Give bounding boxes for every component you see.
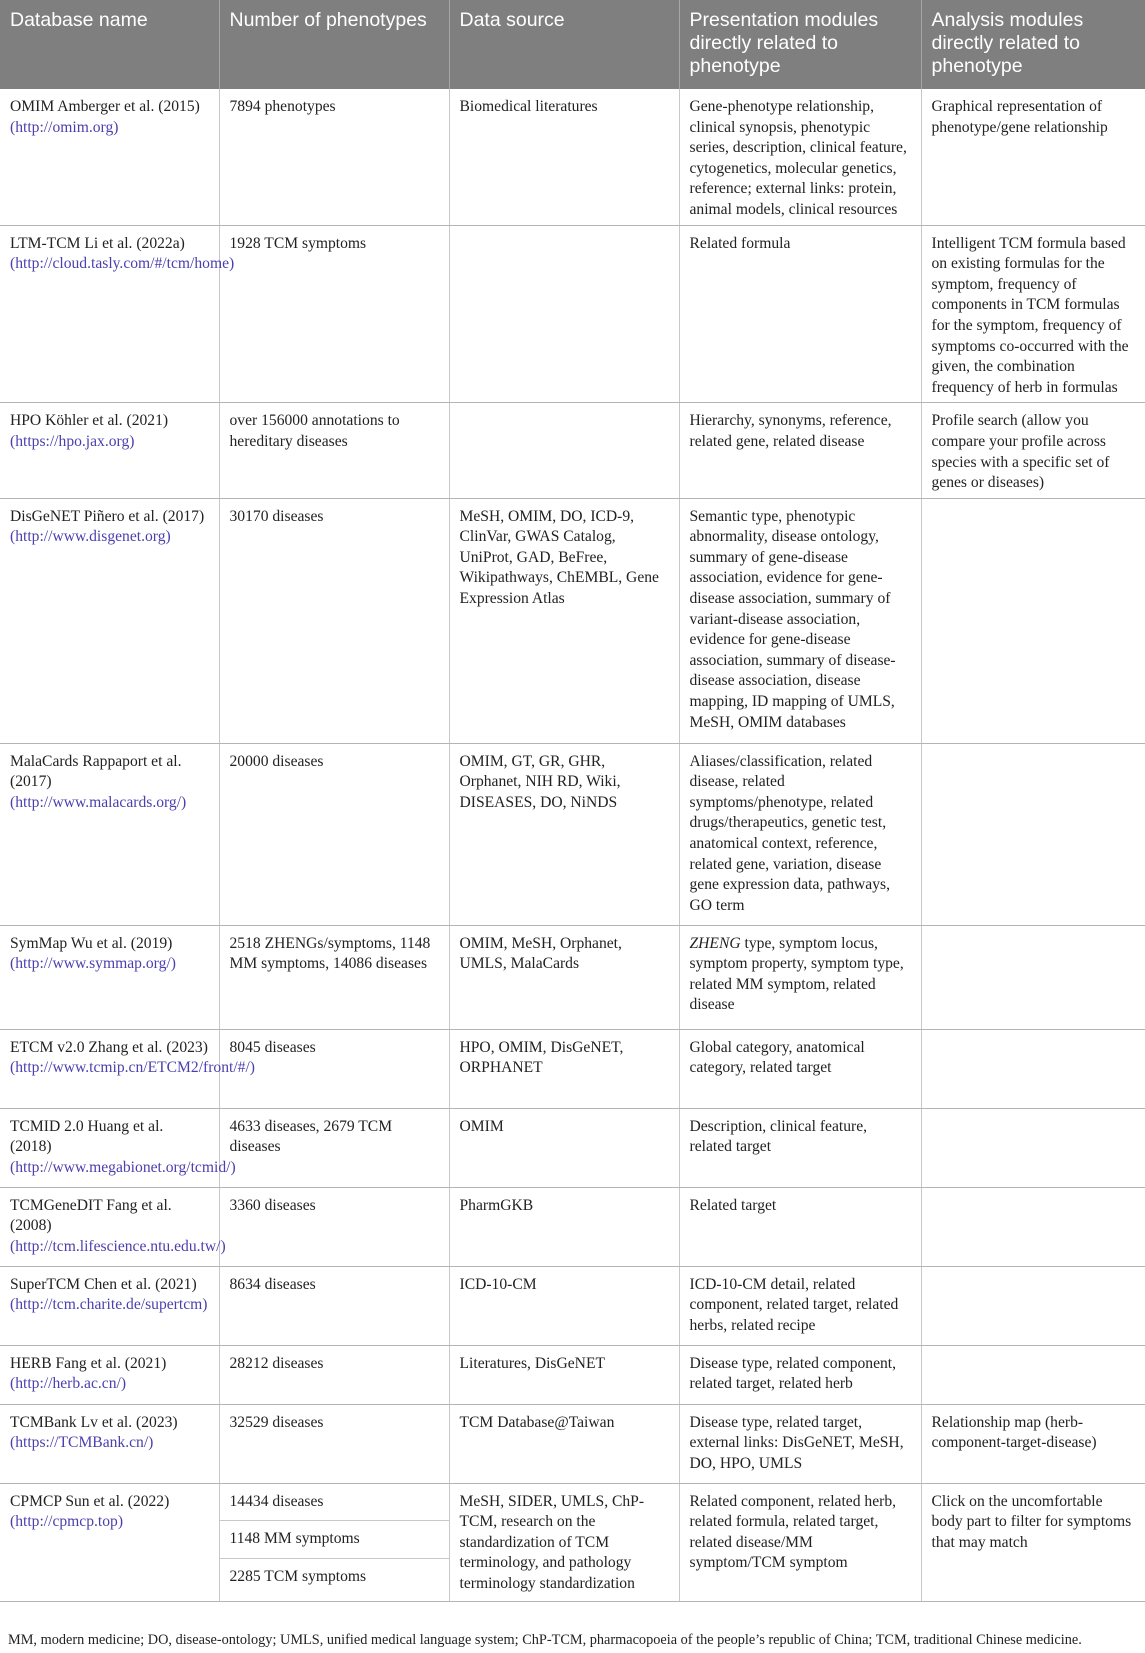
cell-phenotypes: 4633 diseases, 2679 TCM diseases bbox=[219, 1108, 449, 1187]
database-name: OMIM Amberger et al. (2015) bbox=[10, 98, 200, 115]
cell-analysis: Click on the uncomfortable body part to filter for symptoms that may match bbox=[921, 1483, 1145, 1601]
cell-analysis: Relationship map (herb-component-target-disease) bbox=[921, 1404, 1145, 1483]
cell-phenotypes: 3360 diseases bbox=[219, 1187, 449, 1266]
database-name: DisGeNET Piñero et al. (2017) bbox=[10, 507, 205, 525]
cell-database-name bbox=[0, 403, 219, 498]
table-row bbox=[0, 1187, 1145, 1266]
database-url-link[interactable]: (http://cpmcp.top) bbox=[10, 1513, 124, 1531]
database-name: LTM-TCM Li et al. (2022a) bbox=[10, 234, 185, 252]
cell-phenotypes: 2518 ZHENGs/symptoms, 1148 MM symptoms, 14086 diseases bbox=[219, 925, 449, 1029]
database-url-link[interactable]: (http://www.disgenet.org) bbox=[10, 528, 171, 546]
cell-database-name bbox=[0, 743, 219, 925]
database-url-link[interactable]: (http://www.megabionet.org/tcmid/) bbox=[10, 1158, 236, 1176]
cell-presentation: Hierarchy, synonyms, reference, related gene, related disease bbox=[679, 403, 921, 498]
cell-presentation: Global category, anatomical category, related target bbox=[679, 1029, 921, 1108]
cell-analysis bbox=[921, 743, 1145, 925]
table-row bbox=[0, 225, 1145, 403]
table-row bbox=[0, 89, 1145, 225]
phenotype-subcell: 14434 diseases bbox=[220, 1484, 449, 1522]
cell-data-source: OMIM, MeSH, Orphanet, UMLS, MalaCards bbox=[449, 925, 679, 1029]
cell-presentation: Related component, related herb, related formula, related target, related disease/MM symptom/TCM symptom bbox=[679, 1483, 921, 1601]
cell-data-source: TCM Database@Taiwan bbox=[449, 1404, 679, 1483]
database-name: ETCM v2.0 Zhang et al. (2023) bbox=[10, 1038, 208, 1056]
cell-analysis: Graphical representation of phenotype/gene relationship bbox=[921, 89, 1145, 225]
presentation-text: type, symptom locus, symptom property, symptom type, related MM symptom, related disease bbox=[689, 934, 904, 1014]
zheng-term: ZHENG bbox=[689, 934, 741, 952]
database-url-link[interactable]: (http://www.symmap.org/) bbox=[10, 955, 176, 973]
table-row bbox=[0, 1483, 1145, 1601]
phenotype-subcell: 1148 MM symptoms bbox=[220, 1521, 449, 1559]
cell-presentation bbox=[679, 925, 921, 1029]
header-presentation-modules: Presentation modules directly related to phenotype bbox=[679, 0, 921, 89]
table-row bbox=[0, 498, 1145, 743]
database-url-link[interactable]: (https://TCMBank.cn/) bbox=[10, 1434, 154, 1452]
cell-phenotypes: 7894 phenotypes bbox=[219, 89, 449, 225]
header-database-name: Database name bbox=[0, 0, 219, 89]
cell-database-name bbox=[0, 498, 219, 743]
table-row bbox=[0, 1266, 1145, 1345]
cell-analysis bbox=[921, 498, 1145, 743]
cell-presentation: Related formula bbox=[679, 225, 921, 403]
cell-presentation: Disease type, related component, related target, related herb bbox=[679, 1345, 921, 1404]
table-header-row bbox=[0, 0, 1145, 89]
cell-phenotypes: 8634 diseases bbox=[219, 1266, 449, 1345]
cell-data-source: MeSH, OMIM, DO, ICD-9, ClinVar, GWAS Catalog, UniProt, GAD, BeFree, Wikipathways, ChEMBL, Gene Expression Atlas bbox=[449, 498, 679, 743]
table-row bbox=[0, 1029, 1145, 1108]
database-name: TCMID 2.0 Huang et al. (2018) bbox=[10, 1117, 164, 1156]
cell-phenotypes: 32529 diseases bbox=[219, 1404, 449, 1483]
table-row bbox=[0, 1345, 1145, 1404]
cell-database-name bbox=[0, 1187, 226, 1266]
cell-data-source: Literatures, DisGeNET bbox=[449, 1345, 679, 1404]
cell-analysis bbox=[921, 1266, 1145, 1345]
header-data-source: Data source bbox=[449, 0, 679, 89]
cell-data-source: MeSH, SIDER, UMLS, ChP-TCM, research on the standardization of TCM terminology, and pathology terminology standardization bbox=[449, 1483, 679, 1601]
cell-presentation: Semantic type, phenotypic abnormality, disease ontology, summary of gene-disease association, evidence for gene-disease association, summary of variant-disease association, evidence for gene-disease association, summary of disease-disease association, disease mapping, ID mapping of UMLS, MeSH, OMIM databases bbox=[679, 498, 921, 743]
cell-data-source: PharmGKB bbox=[449, 1187, 679, 1266]
database-url-link[interactable]: (http://www.malacards.org/) bbox=[10, 793, 187, 811]
database-url-link[interactable]: (https://hpo.jax.org) bbox=[10, 432, 135, 450]
database-url-link[interactable]: (http://herb.ac.cn/) bbox=[10, 1375, 127, 1393]
cell-presentation: Related target bbox=[679, 1187, 921, 1266]
database-url-link[interactable]: (http://tcm.lifescience.ntu.edu.tw/) bbox=[10, 1237, 226, 1255]
database-name: HPO Köhler et al. (2021) bbox=[10, 412, 169, 430]
database-url-link[interactable]: (http://omim.org) bbox=[10, 118, 119, 136]
cell-database-name bbox=[0, 225, 235, 403]
database-name: TCMBank Lv et al. (2023) bbox=[10, 1413, 178, 1431]
cell-database-name bbox=[0, 1266, 219, 1345]
cell-data-source bbox=[449, 403, 679, 498]
cell-analysis bbox=[921, 1108, 1145, 1187]
cell-database-name bbox=[0, 1029, 255, 1108]
cell-data-source: OMIM, GT, GR, GHR, Orphanet, NIH RD, Wiki, DISEASES, DO, NiNDS bbox=[449, 743, 679, 925]
table-row bbox=[0, 925, 1145, 1029]
cell-database-name bbox=[0, 1108, 236, 1187]
table-row bbox=[0, 1108, 1145, 1187]
cell-database-name bbox=[0, 89, 219, 225]
database-name: MalaCards Rappaport et al. (2017) bbox=[10, 752, 182, 791]
database-url-link[interactable]: (http://www.tcmip.cn/ETCM2/front/#/) bbox=[10, 1059, 255, 1077]
cell-presentation: Disease type, related target, external links: DisGeNET, MeSH, DO, HPO, UMLS bbox=[679, 1404, 921, 1483]
phenotype-subcell: 2285 TCM symptoms bbox=[229, 1567, 367, 1585]
cell-analysis bbox=[921, 1029, 1145, 1108]
database-name: CPMCP Sun et al. (2022) bbox=[10, 1492, 170, 1510]
cell-presentation: ICD-10-CM detail, related component, related target, related herbs, related recipe bbox=[679, 1266, 921, 1345]
cell-analysis bbox=[921, 925, 1145, 1029]
cell-database-name bbox=[0, 1345, 219, 1404]
database-name: HERB Fang et al. (2021) bbox=[10, 1354, 167, 1372]
table-row bbox=[0, 403, 1145, 498]
table-footnote: MM, modern medicine; DO, disease-ontology; UMLS, unified medical language system; ChP-TCM, pharmacopoeia of the people’s republic of China; TCM, traditional Chinese medicine. bbox=[8, 1632, 1082, 1648]
cell-data-source: HPO, OMIM, DisGeNET, ORPHANET bbox=[449, 1029, 679, 1108]
database-name: SuperTCM Chen et al. (2021) bbox=[10, 1275, 197, 1293]
cell-analysis bbox=[921, 1345, 1145, 1404]
cell-phenotypes: 20000 diseases bbox=[219, 743, 449, 925]
cell-database-name bbox=[0, 1483, 219, 1601]
table-row bbox=[0, 743, 1145, 925]
cell-presentation: Aliases/classification, related disease, related symptoms/phenotype, related drugs/therapeutics, genetic test, anatomical context, reference, related gene, variation, disease gene expression data, pathways, GO term bbox=[679, 743, 921, 925]
cell-data-source: Biomedical literatures bbox=[449, 89, 679, 225]
header-number-of-phenotypes: Number of phenotypes bbox=[219, 0, 449, 89]
database-url-link[interactable]: (http://cloud.tasly.com/#/tcm/home) bbox=[10, 255, 235, 273]
cell-phenotypes: over 156000 annotations to hereditary diseases bbox=[219, 403, 449, 498]
cell-phenotypes: 30170 diseases bbox=[219, 498, 449, 743]
table-row bbox=[0, 1404, 1145, 1483]
database-name: TCMGeneDIT Fang et al. (2008) bbox=[10, 1196, 172, 1235]
cell-phenotypes-split bbox=[219, 1483, 449, 1601]
cell-data-source bbox=[449, 225, 679, 403]
cell-analysis: Intelligent TCM formula based on existing formulas for the symptom, frequency of components in TCM formulas for the symptom, frequency of symptoms co-occurred with the given, the combination frequency of herb in formulas bbox=[921, 225, 1145, 403]
database-name: SymMap Wu et al. (2019) bbox=[10, 934, 173, 952]
cell-phenotypes: 28212 diseases bbox=[219, 1345, 449, 1404]
cell-presentation: Description, clinical feature, related target bbox=[679, 1108, 921, 1187]
cell-phenotypes: 8045 diseases bbox=[219, 1029, 449, 1108]
cell-phenotypes: 1928 TCM symptoms bbox=[219, 225, 449, 403]
cell-data-source: OMIM bbox=[449, 1108, 679, 1187]
cell-analysis bbox=[921, 1187, 1145, 1266]
cell-presentation: Gene-phenotype relationship, clinical synopsis, phenotypic series, description, clinical feature, cytogenetics, molecular genetics, reference; external links: protein, animal models, clinical resources bbox=[679, 89, 921, 225]
header-analysis-modules: Analysis modules directly related to phenotype bbox=[921, 0, 1145, 89]
cell-database-name bbox=[0, 925, 219, 1029]
cell-data-source: ICD-10-CM bbox=[449, 1266, 679, 1345]
cell-database-name bbox=[0, 1404, 219, 1483]
database-url-link[interactable]: (http://tcm.charite.de/supertcm) bbox=[10, 1296, 208, 1314]
cell-analysis: Profile search (allow you compare your profile across species with a specific set of genes or diseases) bbox=[921, 403, 1145, 498]
